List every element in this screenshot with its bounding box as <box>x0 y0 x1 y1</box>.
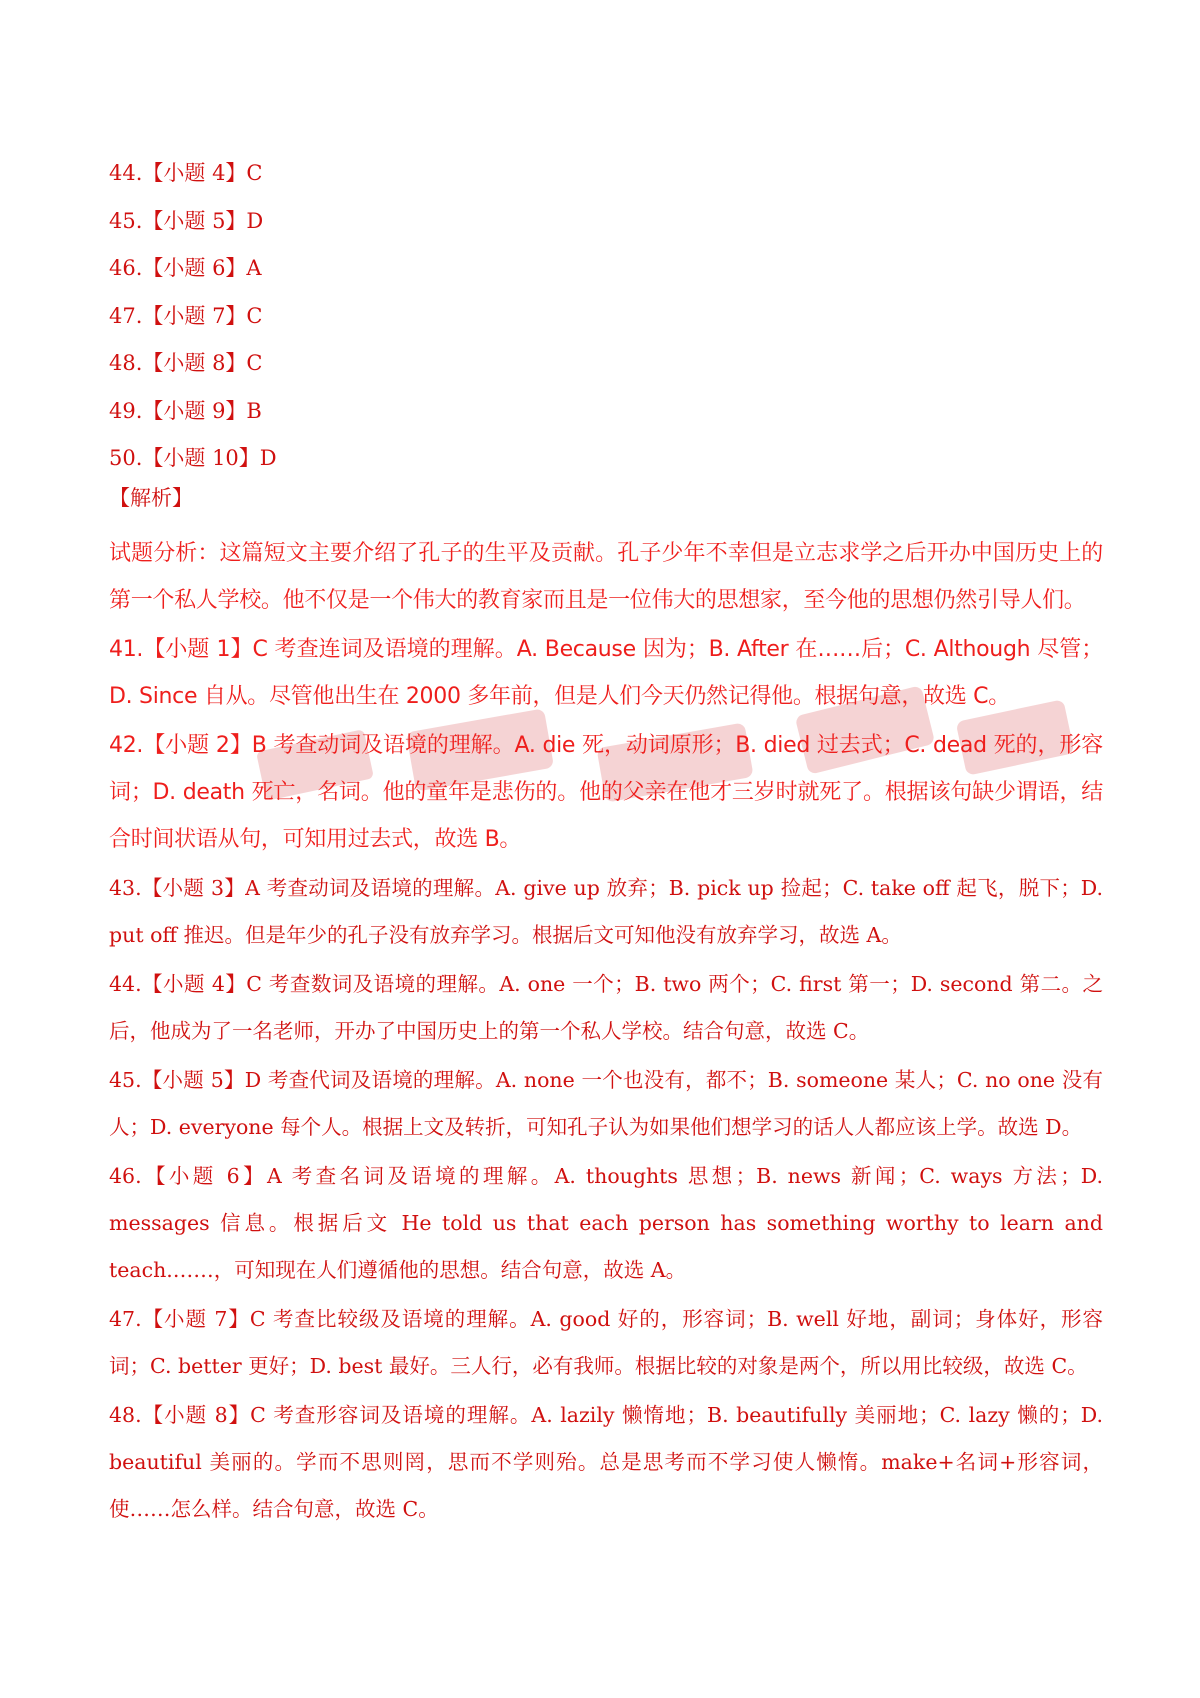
answer-line: 48.【小题 8】C <box>109 351 263 375</box>
analysis-item: 46.【小题 6】A 考查名词及语境的理解。A. thoughts 思想；B. news 新闻；C. ways 方法；D. messages 信息。根据后文 He told us that each person has something worthy to learn and teach.……，可知现在人们遵循他的思想。结合句意，故选 A。 <box>109 1164 1103 1282</box>
answer-line: 46.【小题 6】A <box>109 256 262 280</box>
answer-line: 44.【小题 4】C <box>109 161 263 185</box>
answer-line: 45.【小题 5】D <box>109 208 264 233</box>
analysis-item: 48.【小题 8】C 考查形容词及语境的理解。A. lazily 懒惰地；B. beautifully 美丽地；C. lazy 懒的；D. beautiful 美丽的。学而不思则罔，思而不学则殆。总是思考而不学习使人懒惰。make+名词+形容词，使……怎么样。结合句意，故选 C。 <box>109 1403 1103 1521</box>
answer-line: 49.【小题 9】B <box>109 398 262 423</box>
analysis-item: 45.【小题 5】D 考查代词及语境的理解。A. none 一个也没有，都不；B. someone 某人；C. no one 没有人；D. everyone 每个人。根据上文及转折，可知孔子认为如果他们想学习的话人人都应该上学。故选 D。 <box>109 1068 1103 1139</box>
analysis-section <box>109 530 1103 1535</box>
analysis-heading: 【解析】 <box>109 486 193 510</box>
analysis-item: 44.【小题 4】C 考查数词及语境的理解。A. one 一个；B. two 两个；C. first 第一；D. second 第二。之后，他成为了一名老师，开办了中国历史上的第一个私人学校。结合句意，故选 C。 <box>109 972 1103 1043</box>
analysis-item: 47.【小题 7】C 考查比较级及语境的理解。A. good 好的，形容词；B. well 好地，副词；身体好，形容词；C. better 更好；D. best 最好。三人行，必有我师。根据比较的对象是两个，所以用比较级，故选 C。 <box>109 1307 1103 1378</box>
analysis-item: 42.【小题 2】B 考查动词及语境的理解。A. die 死，动词原形；B. died 过去式；C. dead 死的，形容词；D. death 死亡，名词。他的童年是悲伤的。他的父亲在他才三岁时就死了。根据该句缺少谓语，结合时间状语从句，可知用过去式，故选 B。 <box>109 733 1103 852</box>
summary-paragraph: 试题分析：这篇短文主要介绍了孔子的生平及贡献。孔子少年不幸但是立志求学之后开办中国历史上的第一个私人学校。他不仅是一个伟大的教育家而且是一位伟大的思想家，至今他的思想仍然引导人们。 <box>109 541 1103 613</box>
analysis-item: 41.【小题 1】C 考查连词及语境的理解。A. Because 因为；B. After 在……后；C. Although 尽管；D. Since 自从。尽管他出生在 2000 多年前，但是人们今天仍然记得他。根据句意，故选 C。 <box>109 637 1103 709</box>
answer-line: 50.【小题 10】D <box>109 446 277 470</box>
answer-line: 47.【小题 7】C <box>109 303 263 328</box>
answer-list <box>109 150 277 483</box>
analysis-item: 43.【小题 3】A 考查动词及语境的理解。A. give up 放弃；B. pick up 捡起；C. take off 起飞，脱下；D. put off 推迟。但是年少的孔子没有放弃学习。根据后文可知他没有放弃学习，故选 A。 <box>109 876 1103 947</box>
